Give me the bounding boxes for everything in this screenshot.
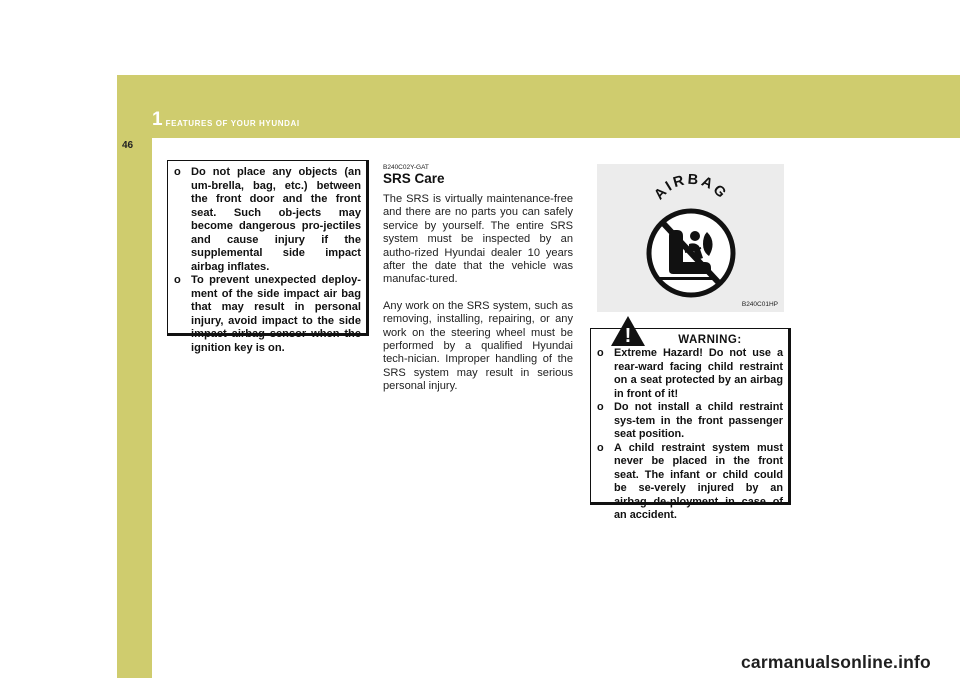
chapter-number: 1 <box>152 109 163 130</box>
caution-item-text: Do not place any objects (an um-brella, bag, etc.) between the front door and the front seat. Such ob-jects may become dangerous pro-jectiles and cause injury if the supplemental side impact airbag inflates. <box>191 166 361 273</box>
side-band <box>117 138 152 678</box>
caution-box <box>167 160 369 354</box>
bullet-marker: o <box>597 441 604 454</box>
section-code: B240C02Y-GAT <box>383 164 429 171</box>
list-item <box>597 401 783 442</box>
bullet-marker: o <box>174 166 181 178</box>
list-item <box>597 442 783 523</box>
bullet-marker: o <box>597 347 604 359</box>
bullet-marker: o <box>597 401 604 413</box>
warning-box <box>590 325 791 521</box>
warning-item-text: Extreme Hazard! Do not use a rear-ward facing child restraint on a seat protected by an airbag in front of it! <box>614 347 783 400</box>
chapter-header <box>152 110 300 130</box>
body-paragraph: Any work on the SRS system, such as removing, installing, repairing, or any work on the steering wheel must be performed by a qualified Hyundai tech-nician. Improper handling of the SRS system may result in serious personal injury. <box>383 299 573 393</box>
warning-item-text: A child restraint system must never be placed in the front seat. The infant or child could be se-verely injured by an airbag de-ployment in case of an accident. <box>614 441 783 521</box>
watermark: carmanualsonline.info <box>741 652 931 672</box>
warning-symbol: ! <box>624 325 632 347</box>
section-body <box>383 193 573 407</box>
warning-item-text: Do not install a child restraint sys-tem in the front passenger seat position. <box>614 401 783 440</box>
figure-code: B240C01HP <box>741 301 778 308</box>
warning-title: WARNING: <box>678 334 742 346</box>
section-heading: SRS Care <box>383 171 445 186</box>
bullet-marker: o <box>174 274 181 286</box>
list-item <box>174 274 361 355</box>
airbag-child-seat-prohibited-icon <box>639 174 743 302</box>
warning-triangle-icon <box>610 315 646 347</box>
airbag-figure <box>597 164 784 312</box>
caution-list <box>174 166 361 355</box>
caution-item-text: To prevent unexpected deploy-ment of the side impact air bag that may result in personal injury, avoid impact to the side impact airbag sensor when the ignition key is on. <box>191 274 361 354</box>
chapter-title: FEATURES OF YOUR HYUNDAI <box>165 119 300 128</box>
svg-text:AIRBAG <box>651 174 730 203</box>
list-item <box>597 347 783 401</box>
figure-label: AIRBAG <box>651 174 731 204</box>
page-number: 46 <box>122 140 134 151</box>
warning-list <box>597 347 783 523</box>
body-paragraph: The SRS is virtually maintenance-free and there are no parts you can safely service by yourself. The entire SRS system must be inspected by an autho-rized Hyundai dealer 10 years after the date that the vehicle was manufac-tured. <box>383 193 573 286</box>
list-item <box>174 166 361 274</box>
